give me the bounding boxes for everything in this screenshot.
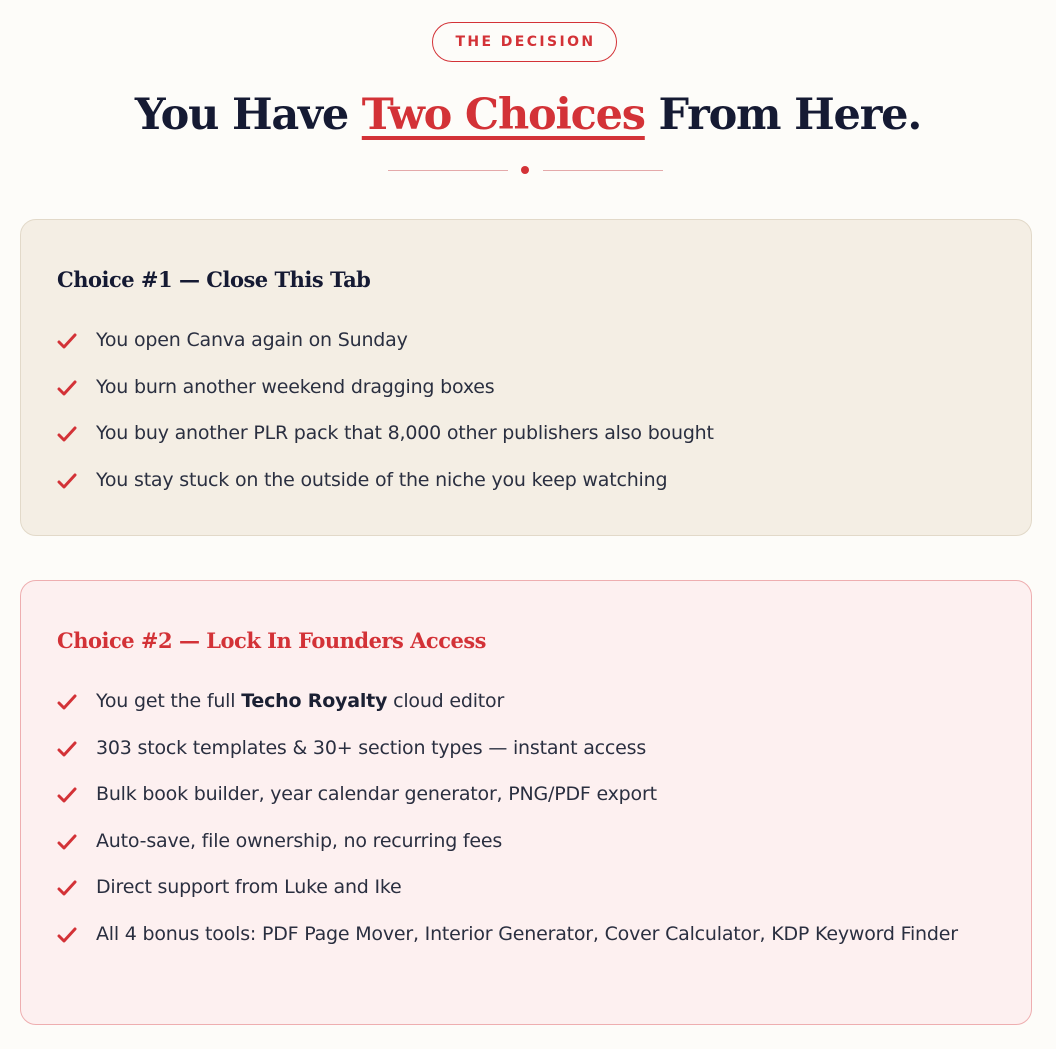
divider-left-line — [388, 170, 508, 171]
list-item-text: You stay stuck on the outside of the niche you keep watching — [96, 468, 668, 491]
check-icon — [57, 379, 77, 397]
list-item — [57, 370, 987, 405]
list-item-text: You buy another PLR pack that 8,000 other publishers also bought — [96, 422, 714, 444]
section-eyebrow-badge: THE DECISION — [432, 22, 617, 62]
list-item — [57, 917, 987, 952]
list-item-text: Direct support from Luke and Ike — [96, 876, 402, 898]
list-item-text: 303 stock templates & 30+ section types — instant access — [96, 736, 647, 759]
list-item — [57, 731, 987, 766]
check-icon — [57, 332, 77, 350]
list-item-text — [96, 690, 504, 712]
divider-dot — [521, 166, 529, 174]
list-item — [57, 684, 987, 719]
list-item-text: Auto-save, file ownership, no recurring fees — [96, 829, 503, 852]
list-item-text: You burn another weekend dragging boxes — [96, 375, 495, 398]
choice-two-title: Choice #2 — Lock In Founders Access — [57, 628, 486, 653]
check-icon — [57, 833, 77, 851]
check-icon — [57, 693, 77, 711]
headline-accent: Two Choices — [361, 90, 645, 140]
list-item — [57, 777, 987, 812]
section-headline — [0, 82, 1056, 148]
choice-one-list — [57, 323, 987, 509]
list-item — [57, 463, 987, 498]
check-icon — [57, 472, 77, 490]
choice-one-card — [20, 219, 1032, 536]
list-item-text: All 4 bonus tools: PDF Page Mover, Interior Generator, Cover Calculator, KDP Keyword Finder — [96, 922, 958, 945]
divider-right-line — [543, 170, 663, 171]
check-icon — [57, 879, 77, 897]
check-icon — [57, 926, 77, 944]
check-icon — [57, 740, 77, 758]
list-item-tail: cloud editor — [387, 690, 505, 712]
check-icon — [57, 425, 77, 443]
list-item — [57, 323, 987, 358]
choice-two-card — [20, 580, 1032, 1025]
headline-lead: You Have — [134, 90, 362, 140]
headline-tail: From Here. — [644, 90, 922, 140]
list-item — [57, 870, 987, 905]
list-item — [57, 824, 987, 859]
product-name: Techo Royalty — [241, 690, 388, 712]
choice-two-list — [57, 684, 987, 963]
choice-one-title: Choice #1 — Close This Tab — [57, 267, 371, 292]
list-item-text: You open Canva again on Sunday — [96, 329, 408, 351]
list-item-lead: You get the full — [96, 690, 242, 712]
list-item — [57, 416, 987, 451]
list-item-text: Bulk book builder, year calendar generator, PNG/PDF export — [96, 783, 657, 805]
check-icon — [57, 786, 77, 804]
